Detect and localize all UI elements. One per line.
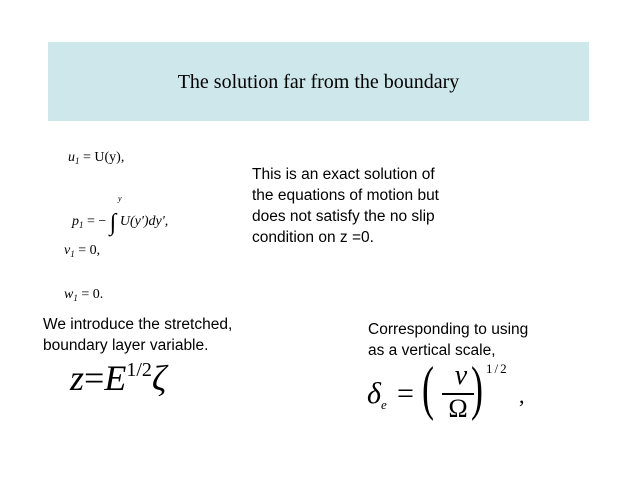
note-stretched-variable — [43, 314, 232, 356]
stretch-exp: 1/2 — [126, 359, 152, 381]
stretch-base: E — [104, 358, 127, 398]
equation-v1 — [64, 243, 100, 259]
note-vertical-scale — [368, 319, 528, 361]
note-line: Corresponding to using — [368, 321, 529, 338]
integral-upper-limit: y — [118, 194, 122, 203]
delta-tail: , — [519, 383, 525, 408]
note-line: This is an exact solution of — [252, 166, 435, 183]
note-exact-solution — [252, 164, 439, 248]
stretch-lhs: z — [70, 358, 85, 398]
paren-left: ( — [422, 355, 434, 421]
delta-eq: = — [397, 377, 414, 410]
note-line: We introduce the stretched, — [43, 316, 233, 333]
eq-p1-sub: 1 — [79, 220, 84, 230]
note-line: does not satisfy the no slip — [252, 208, 435, 225]
eq-u1-var: u — [68, 150, 75, 165]
eq-p1-rhs: U(y')dy', — [119, 214, 169, 229]
eq-p1-var: p — [72, 214, 79, 229]
eq-v1-var: v — [64, 243, 71, 258]
note-line: the equations of motion but — [252, 187, 439, 204]
eq-v1-rhs: = 0, — [78, 243, 101, 258]
integral-sign: ∫ — [109, 210, 117, 236]
paren-right: ) — [471, 355, 483, 421]
equation-u1 — [68, 150, 124, 166]
eq-w1-sub: 1 — [73, 293, 78, 303]
eq-u1-sub: 1 — [75, 156, 80, 166]
note-line: boundary layer variable. — [43, 337, 209, 354]
delta-sub: e — [380, 397, 387, 412]
delta-sym: δ — [367, 377, 381, 410]
equation-w1 — [64, 287, 103, 303]
eq-w1-rhs: = 0. — [81, 287, 104, 302]
note-line: as a vertical scale, — [368, 342, 496, 359]
formula-stretch — [70, 358, 166, 404]
eq-u1-rhs: = U(y), — [83, 150, 125, 165]
note-line: condition on z =0. — [252, 229, 374, 246]
delta-denominator: Ω — [448, 394, 468, 423]
delta-numerator: ν — [454, 360, 468, 391]
delta-exp: 1/2 — [486, 361, 509, 376]
stretch-eq: = — [84, 358, 105, 398]
eq-w1-var: w — [64, 287, 74, 302]
eq-v1-sub: 1 — [70, 249, 75, 259]
equation-p1 — [72, 205, 169, 236]
slide-title: The solution far from the boundary — [177, 71, 460, 93]
formula-delta — [367, 378, 387, 415]
eq-p1-pre: = − — [87, 214, 107, 229]
title-banner — [48, 42, 589, 121]
stretch-var: ζ — [151, 358, 167, 398]
